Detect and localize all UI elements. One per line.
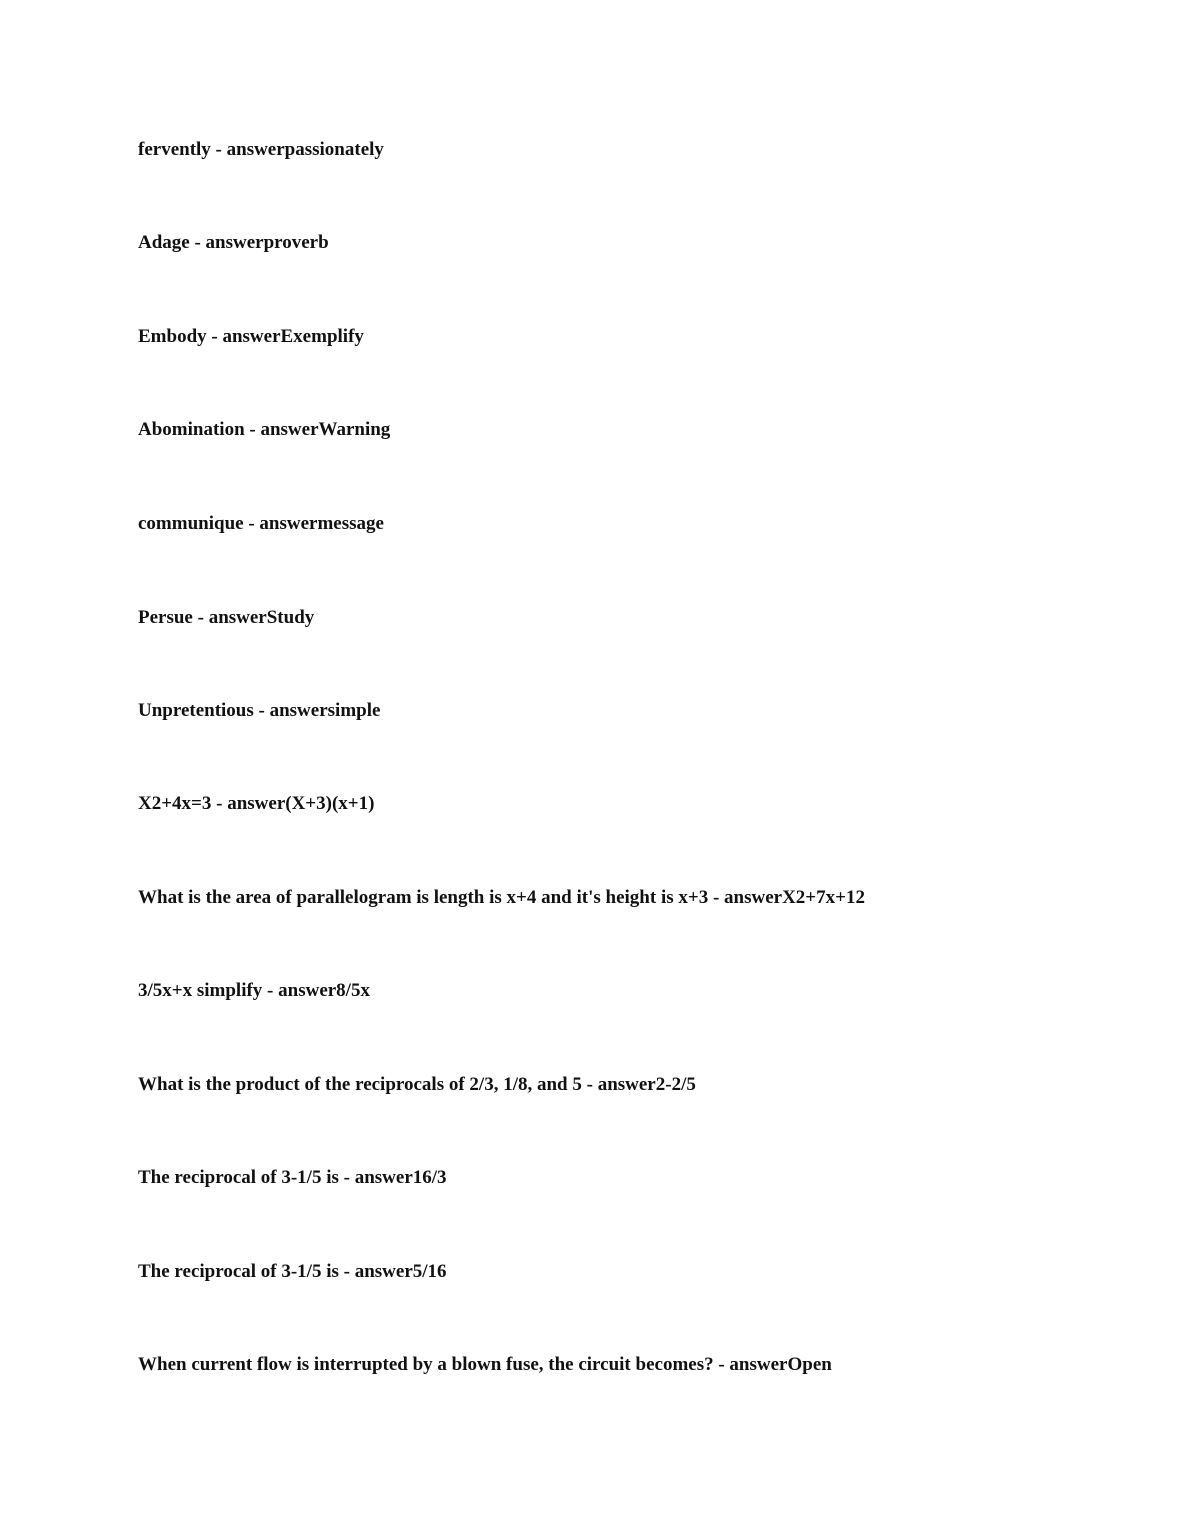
qa-entry: Persue - answerStudy (138, 607, 315, 628)
qa-entry: Unpretentious - answersimple (138, 700, 381, 721)
qa-entry: 3/5x+x simplify - answer8/5x (138, 980, 370, 1001)
qa-entry: What is the area of parallelogram is length is x+4 and it's height is x+3 - answerX2+7x+12 (138, 887, 865, 908)
qa-entry: Adage - answerproverb (138, 232, 329, 253)
qa-entry: fervently - answerpassionately (138, 139, 384, 160)
qa-entry: communique - answermessage (138, 513, 384, 534)
qa-entry: Abomination - answerWarning (138, 419, 391, 440)
qa-entry: What is the product of the reciprocals of 2/3, 1/8, and 5 - answer2-2/5 (138, 1074, 696, 1095)
qa-entry: The reciprocal of 3-1/5 is - answer5/16 (138, 1261, 447, 1282)
qa-entry: When current flow is interrupted by a blown fuse, the circuit becomes? - answerOpen (138, 1354, 832, 1375)
qa-entry: Embody - answerExemplify (138, 326, 364, 347)
qa-entry: The reciprocal of 3-1/5 is - answer16/3 (138, 1167, 447, 1188)
qa-entry: X2+4x=3 - answer(X+3)(x+1) (138, 793, 375, 814)
